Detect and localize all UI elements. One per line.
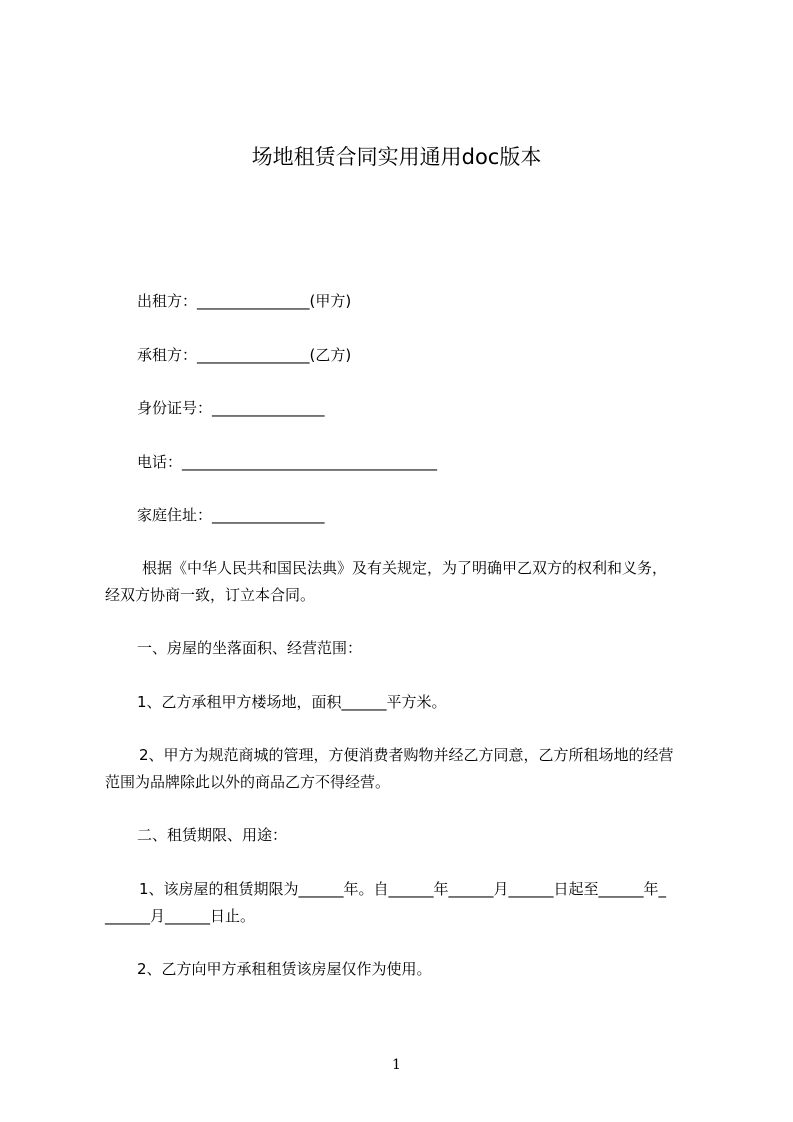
document-title: 场地租赁合同实用通用doc版本: [251, 145, 542, 169]
lessor-field: 出租方：_______________(甲方): [137, 292, 352, 310]
section-1-item-1: 1、乙方承租甲方楼场地，面积______平方米。: [137, 693, 447, 711]
page-number: 1: [392, 1057, 401, 1073]
section-1-item-2-line-1: 2、甲方为规范商城的管理，方便消费者购物并经乙方同意，乙方所租场地的经营: [139, 746, 674, 764]
section-2-item-1-line-2: ______月______日止。: [105, 907, 256, 925]
phone-field: 电话：__________________________________: [137, 453, 438, 471]
section-1-item-2-line-2: 范围为品牌除此以外的商品乙方不得经营。: [105, 773, 391, 791]
section-1-heading: 一、房屋的坐落面积、经营范围：: [137, 639, 363, 657]
address-field: 家庭住址：_______________: [137, 506, 325, 524]
lessee-field: 承租方：_______________(乙方): [137, 346, 352, 364]
preamble-line-2: 经双方协商一致，订立本合同。: [105, 586, 316, 604]
preamble-line-1: 根据《中华人民共和国民法典》及有关规定，为了明确甲乙双方的权利和义务，: [142, 559, 668, 577]
id-number-field: 身份证号：_______________: [137, 399, 325, 417]
section-2-item-2: 2、乙方向甲方承租租赁该房屋仅作为使用。: [137, 960, 432, 978]
section-2-heading: 二、租赁期限、用途：: [137, 826, 288, 844]
section-2-item-1-line-1: 1、该房屋的租赁期限为______年。自______年______月______日起至______年_: [139, 880, 667, 898]
